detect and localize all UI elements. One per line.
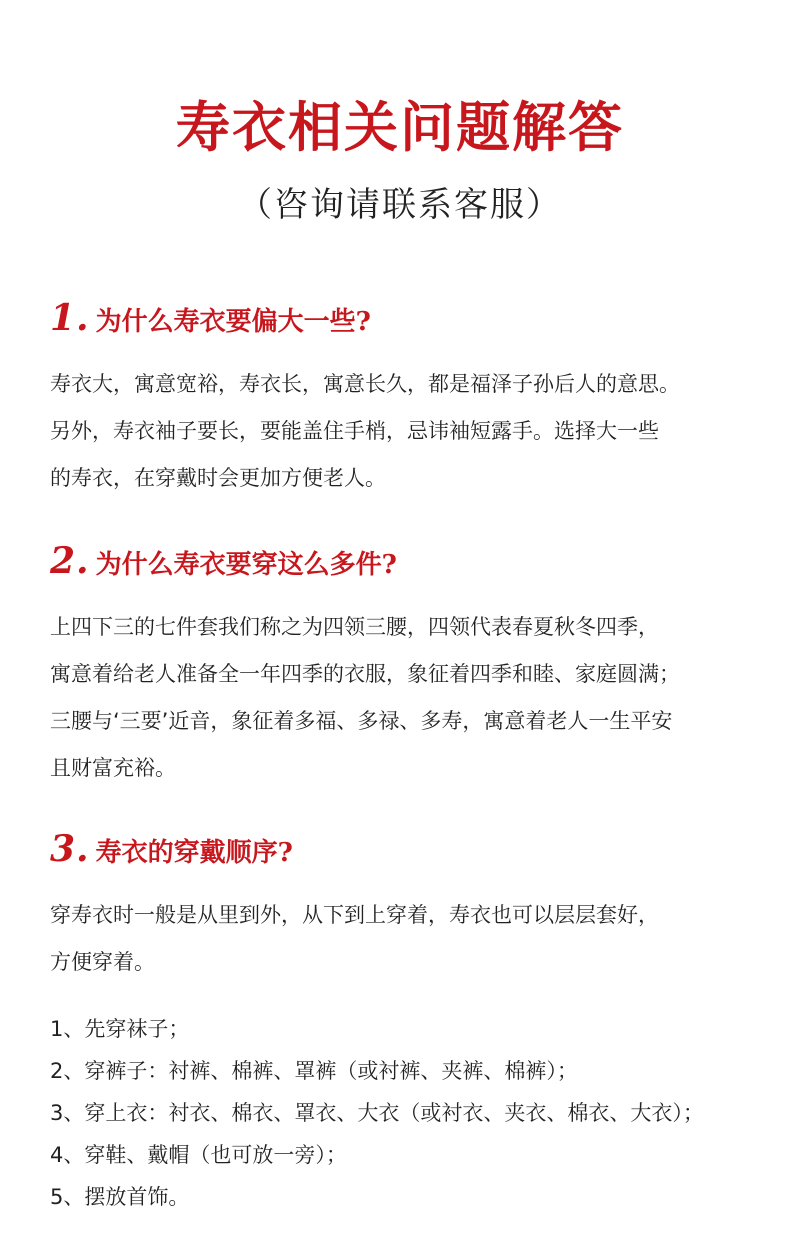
list-item: 2、穿裤子：衬裤、棉裤、罩裤（或衬裤、夹裤、棉裤）； bbox=[50, 1059, 578, 1083]
question-number-2: 2. bbox=[50, 540, 90, 582]
answer-line: 寿衣大，寓意宽裕，寿衣长，寓意长久，都是福泽子孙后人的意思。 bbox=[50, 372, 680, 396]
list-item: 3、穿上衣：衬衣、棉衣、罩衣、大衣（或衬衣、夹衣、棉衣、大衣）； bbox=[50, 1101, 704, 1125]
answer-line: 另外，寿衣袖子要长，要能盖住手梢，忌讳袖短露手。选择大一些 bbox=[50, 419, 659, 443]
question-heading-1 bbox=[50, 297, 371, 339]
answer-paragraph-1 bbox=[50, 361, 760, 502]
question-text-3: 寿衣的穿戴顺序? bbox=[95, 838, 293, 868]
question-number-3: 3. bbox=[50, 828, 90, 870]
question-heading-3 bbox=[50, 828, 293, 870]
answer-paragraph-2 bbox=[50, 604, 760, 792]
list-item: 4、穿鞋、戴帽（也可放一旁）； bbox=[50, 1143, 347, 1167]
answer-line: 方便穿着。 bbox=[50, 950, 155, 974]
answer-line: 穿寿衣时一般是从里到外，从下到上穿着，寿衣也可以层层套好， bbox=[50, 903, 659, 927]
page-title: 寿衣相关问题解答 bbox=[176, 95, 624, 159]
answer-paragraph-3 bbox=[50, 892, 760, 986]
answer-line: 上四下三的七件套我们称之为四领三腰，四领代表春夏秋冬四季， bbox=[50, 615, 659, 639]
list-item: 5、摆放首饰。 bbox=[50, 1185, 190, 1209]
dressing-steps-list bbox=[50, 1008, 704, 1218]
question-heading-2 bbox=[50, 540, 397, 582]
answer-line: 三腰与‘三要’近音，象征着多福、多禄、多寿，寓意着老人一生平安 bbox=[50, 709, 673, 733]
question-text-2: 为什么寿衣要穿这么多件? bbox=[95, 550, 397, 580]
answer-line: 且财富充裕。 bbox=[50, 756, 176, 780]
question-text-1: 为什么寿衣要偏大一些? bbox=[95, 307, 371, 337]
answer-line: 寓意着给老人准备全一年四季的衣服，象征着四季和睦、家庭圆满； bbox=[50, 662, 680, 686]
question-number-1: 1. bbox=[50, 297, 90, 339]
list-item: 1、先穿袜子； bbox=[50, 1017, 190, 1041]
answer-line: 的寿衣，在穿戴时会更加方便老人。 bbox=[50, 466, 386, 490]
page-subtitle: （咨询请联系客服） bbox=[238, 185, 562, 225]
